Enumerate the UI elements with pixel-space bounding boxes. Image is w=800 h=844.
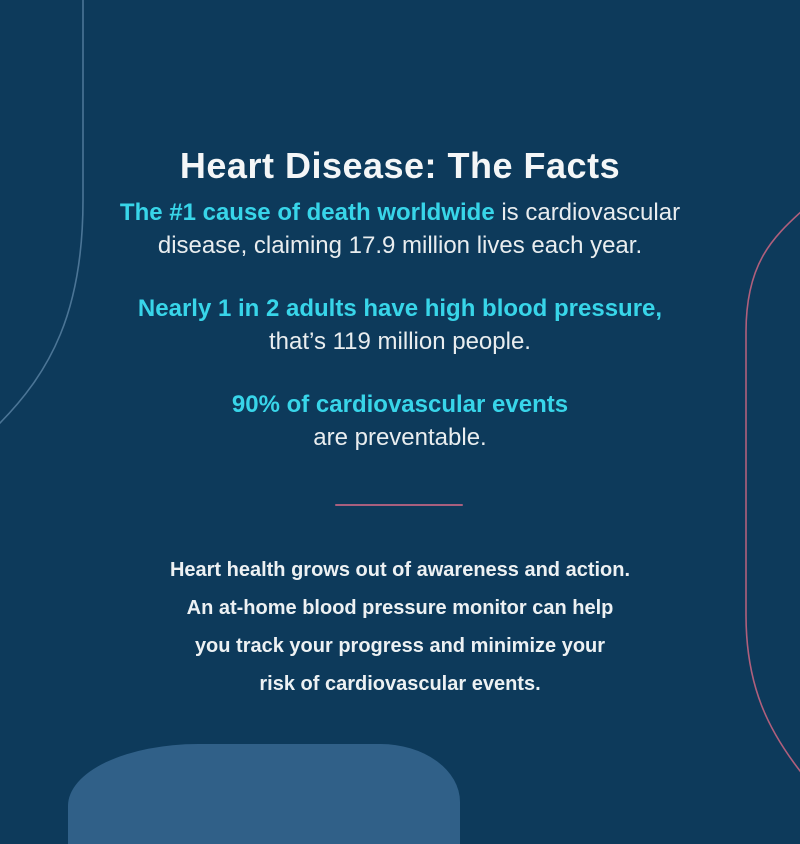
fact-highlight: Nearly 1 in 2 adults have high blood pressure, (137, 295, 663, 322)
fact-highlight: The #1 cause of death worldwide (119, 199, 495, 226)
bottom-rounded-shape (68, 744, 460, 844)
right-corner-curve (746, 210, 800, 776)
closing-line: you track your progress and minimize your (194, 635, 606, 657)
page-title: Heart Disease: The Facts (179, 145, 621, 187)
fact-line2: disease, claiming 17.9 million lives each year. (157, 232, 643, 259)
fact-line2: that’s 119 million people. (269, 328, 531, 355)
fact-highlight: 90% of cardiovascular events (231, 391, 569, 418)
fact-line2: are preventable. (313, 424, 487, 451)
divider-line (335, 504, 463, 506)
closing-line: Heart health grows out of awareness and action. (169, 559, 631, 581)
fact-tail: is cardiovascular (494, 199, 681, 226)
closing-paragraph (90, 551, 710, 703)
fact-block-worldwide-deaths (50, 196, 750, 262)
fact-block-blood-pressure (50, 292, 750, 358)
fact-block-preventable-events (50, 388, 750, 454)
closing-line: An at-home blood pressure monitor can help (186, 597, 614, 619)
closing-line: risk of cardiovascular events. (259, 673, 541, 695)
